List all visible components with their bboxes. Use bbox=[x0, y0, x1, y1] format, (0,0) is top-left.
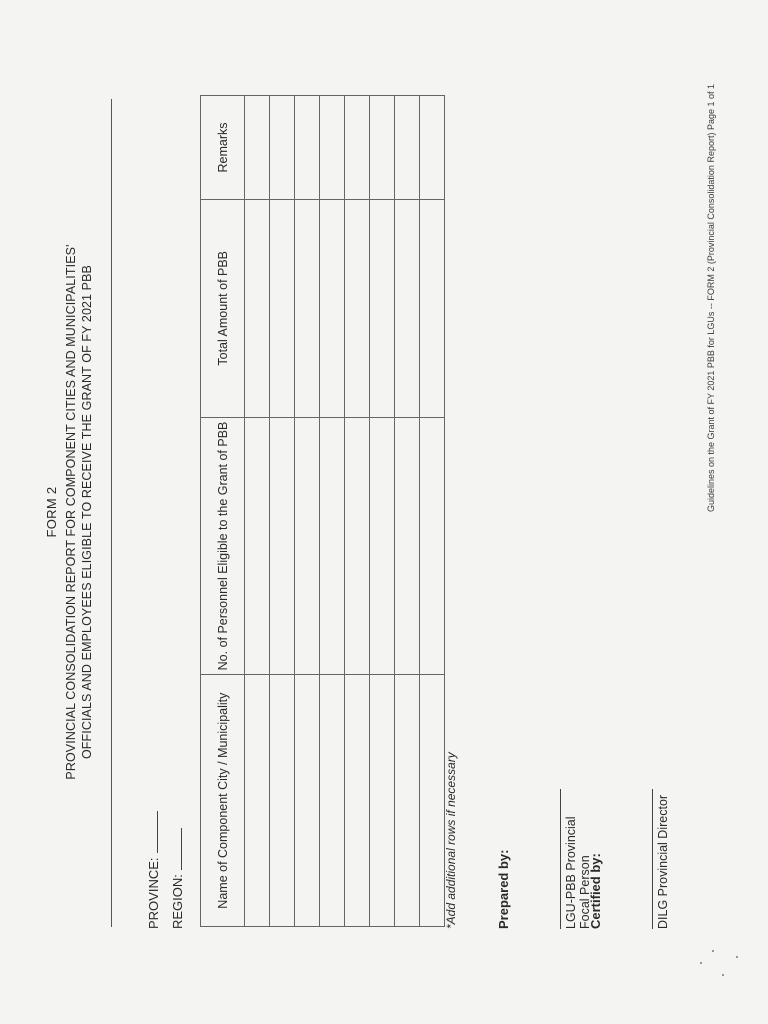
consolidation-table bbox=[200, 95, 445, 927]
table-cell bbox=[320, 417, 345, 675]
header-eligible-personnel: No. of Personnel Eligible to the Grant of PBB bbox=[201, 417, 245, 675]
table-cell bbox=[420, 96, 445, 200]
additional-rows-note: *Add additional rows if necessary bbox=[444, 752, 458, 929]
header-total-amount: Total Amount of PBB bbox=[201, 199, 245, 417]
scan-speck bbox=[700, 962, 702, 964]
table-cell bbox=[245, 199, 270, 417]
table-cell bbox=[370, 199, 395, 417]
table-cell bbox=[320, 96, 345, 200]
form-title-line-1: PROVINCIAL CONSOLIDATION REPORT FOR COMPONENT CITIES AND MUNICIPALITIES' bbox=[64, 244, 78, 780]
table-cell bbox=[320, 675, 345, 927]
form-number: FORM 2 bbox=[44, 486, 59, 538]
table-cell bbox=[395, 675, 420, 927]
table-cell bbox=[345, 675, 370, 927]
table-body bbox=[245, 96, 445, 927]
table-cell bbox=[395, 417, 420, 675]
table-cell bbox=[395, 96, 420, 200]
table-cell bbox=[270, 96, 295, 200]
table-cell bbox=[270, 675, 295, 927]
scan-speck bbox=[712, 950, 714, 952]
header-divider bbox=[111, 99, 112, 927]
table-row bbox=[370, 96, 395, 927]
table-cell bbox=[295, 417, 320, 675]
table-cell bbox=[320, 199, 345, 417]
table-cell bbox=[245, 675, 270, 927]
table-cell bbox=[345, 417, 370, 675]
table-cell bbox=[270, 199, 295, 417]
table-cell bbox=[345, 96, 370, 200]
table-cell bbox=[245, 417, 270, 675]
table-cell bbox=[270, 417, 295, 675]
certified-by-signature-line: DILG Provincial Director bbox=[652, 789, 670, 929]
province-blank-line bbox=[147, 811, 158, 853]
region-blank-line bbox=[171, 828, 182, 870]
scan-speck bbox=[722, 974, 724, 976]
prepared-by-signature-line: LGU-PBB Provincial Focal Person bbox=[560, 789, 592, 929]
table-cell bbox=[420, 417, 445, 675]
prepared-by-label: Prepared by: bbox=[496, 849, 511, 929]
table-cell bbox=[370, 675, 395, 927]
province-field bbox=[146, 811, 161, 929]
page-footer: Guidelines on the Grant of FY 2021 PBB for LGUs -- FORM 2 (Provincial Consolidation Report) Page 1 of 1 bbox=[706, 84, 716, 513]
table-cell bbox=[420, 675, 445, 927]
table-cell bbox=[245, 96, 270, 200]
region-field bbox=[170, 828, 185, 929]
table-row bbox=[395, 96, 420, 927]
table-cell bbox=[370, 417, 395, 675]
table-row bbox=[420, 96, 445, 927]
table-cell bbox=[295, 96, 320, 200]
table-row bbox=[295, 96, 320, 927]
province-label: PROVINCE: bbox=[146, 857, 161, 929]
header-remarks: Remarks bbox=[201, 96, 245, 200]
region-label: REGION: bbox=[170, 874, 185, 929]
table-cell bbox=[295, 675, 320, 927]
scan-speck bbox=[736, 956, 738, 958]
table-row bbox=[345, 96, 370, 927]
table-cell bbox=[370, 96, 395, 200]
table-cell bbox=[295, 199, 320, 417]
table-cell bbox=[420, 199, 445, 417]
table-cell bbox=[345, 199, 370, 417]
certified-by-label: Certified by: bbox=[588, 853, 603, 929]
table-row bbox=[270, 96, 295, 927]
header-city-municipality: Name of Component City / Municipality bbox=[201, 675, 245, 927]
table-cell bbox=[395, 199, 420, 417]
table-header-row bbox=[201, 96, 245, 927]
form-title-line-2: OFFICIALS AND EMPLOYEES ELIGIBLE TO RECEIVE THE GRANT OF FY 2021 PBB bbox=[80, 265, 94, 760]
table-row bbox=[245, 96, 270, 927]
table-row bbox=[320, 96, 345, 927]
